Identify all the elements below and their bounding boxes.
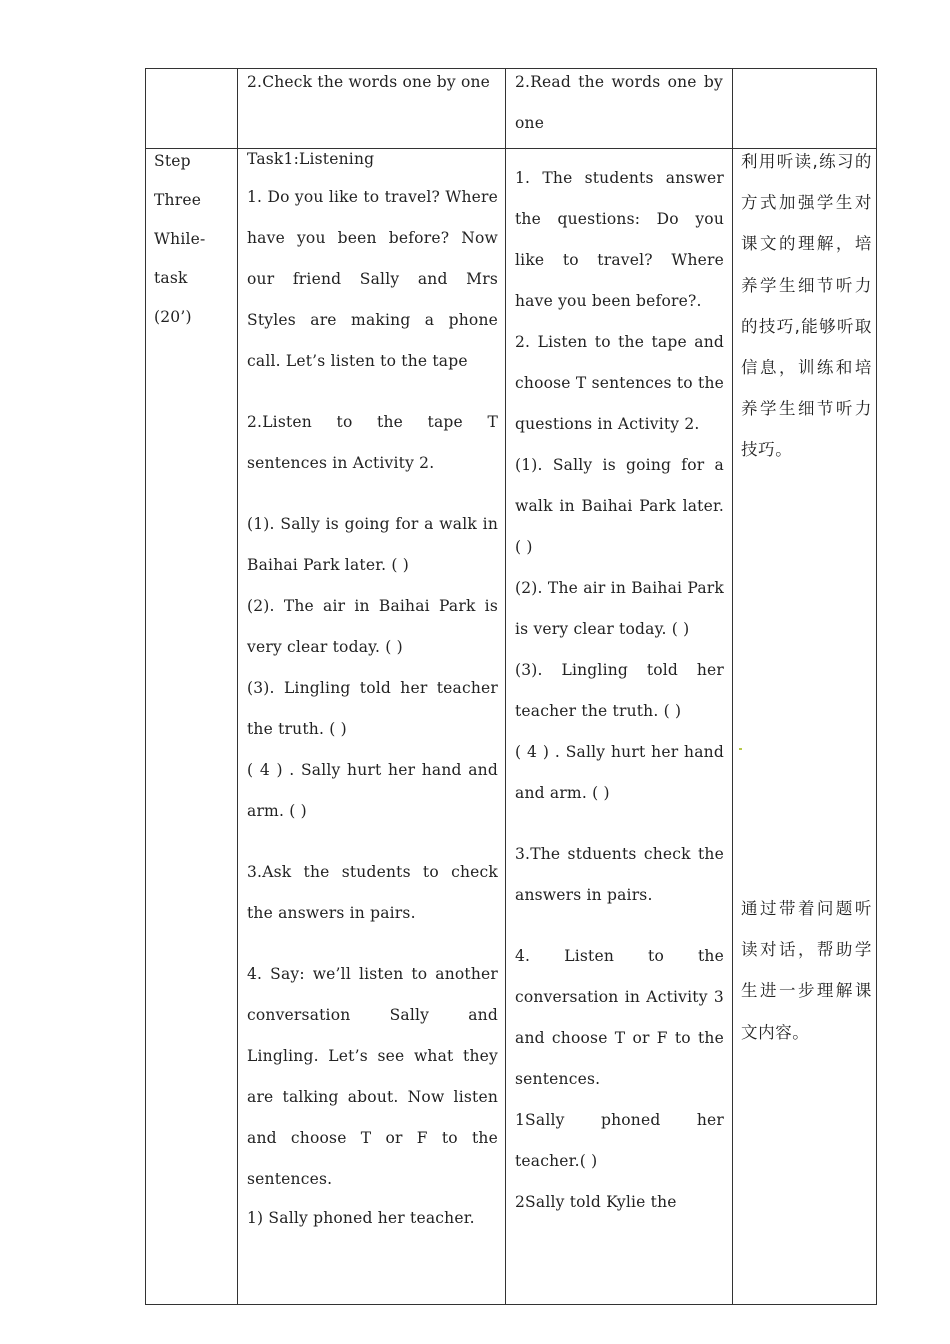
step-duration: (20’) [154,308,192,326]
step-label: Step [154,152,191,170]
purpose-text-1: 利用听读,练习的方式加强学生对课文的理解，培养学生细节听力的技巧,能够听取信息，训练和培养学生细节听力技巧。 [741,152,872,460]
stray-mark [739,748,742,750]
teacher-activity-cell [247,141,498,1236]
teacher-item-4: 4. Say: we’ll listen to another conversation Sally and Lingling. Let’s see what they are talking about. Now listen and choose T or F to the sentences. [247,965,498,1188]
teacher-question-3: (3). Lingling told her teacher the truth. ( ) [247,679,498,738]
row1-teacher-cell [247,62,497,103]
step-cell [154,142,232,337]
student-sentence-2: 2Sally told Kylie the [515,1193,677,1211]
teacher-item-1: 1. Do you like to travel? Where have you been before? Now our friend Sally and Mrs Styles are making a phone call. Let’s listen to the tape [247,188,498,370]
purpose-cell-2 [741,888,872,1053]
student-activity-text: 2.Read the words one by one [515,73,723,132]
student-question-1: (1). Sally is going for a walk in Baihai Park later. ( ) [515,456,724,556]
student-question-2: (2). The air in Baihai Park is very clear today. ( ) [515,579,724,638]
student-item-1: 1. The students answer the questions: Do you like to travel? Where have you been before?. [515,169,724,310]
teacher-item-2: 2.Listen to the tape T sentences in Activity 2. [247,413,498,472]
student-sentence-1: 1Sally phoned her teacher.( ) [515,1111,724,1170]
step-number: Three [154,191,202,209]
row1-student-cell [515,62,723,144]
column-divider [237,69,238,1304]
purpose-cell [741,141,872,471]
teacher-question-4: ( 4 ) . Sally hurt her hand and arm. ( ) [247,761,498,820]
teacher-activity-text: 2.Check the words one by one [247,73,491,91]
teacher-item-3: 3.Ask the students to check the answers in pairs. [247,863,498,922]
column-divider [732,69,733,1304]
student-activity-cell [515,158,724,1223]
teacher-sentence-1: 1) Sally phoned her teacher. [247,1209,475,1227]
student-item-2: 2. Listen to the tape and choose T sentences to the questions in Activity 2. [515,333,724,433]
student-item-4: 4. Listen to the conversation in Activity 3 and choose T or F to the sentences. [515,947,724,1088]
task-title: Task1:Listening [247,150,375,168]
teacher-question-2: (2). The air in Baihai Park is very clear today. ( ) [247,597,498,656]
purpose-text-2: 通过带着问题听读对话，帮助学生进一步理解课文内容。 [741,899,872,1042]
teacher-question-1: (1). Sally is going for a walk in Baihai Park later. ( ) [247,515,498,574]
student-question-4: ( 4 ) . Sally hurt her hand and arm. ( ) [515,743,724,802]
step-stage-suffix: task [154,269,188,287]
student-item-3: 3.The stduents check the answers in pairs. [515,845,724,904]
column-divider [505,69,506,1304]
lesson-plan-table [145,68,877,1305]
student-question-3: (3). Lingling told her teacher the truth. ( ) [515,661,724,720]
step-stage: While- [154,230,206,248]
